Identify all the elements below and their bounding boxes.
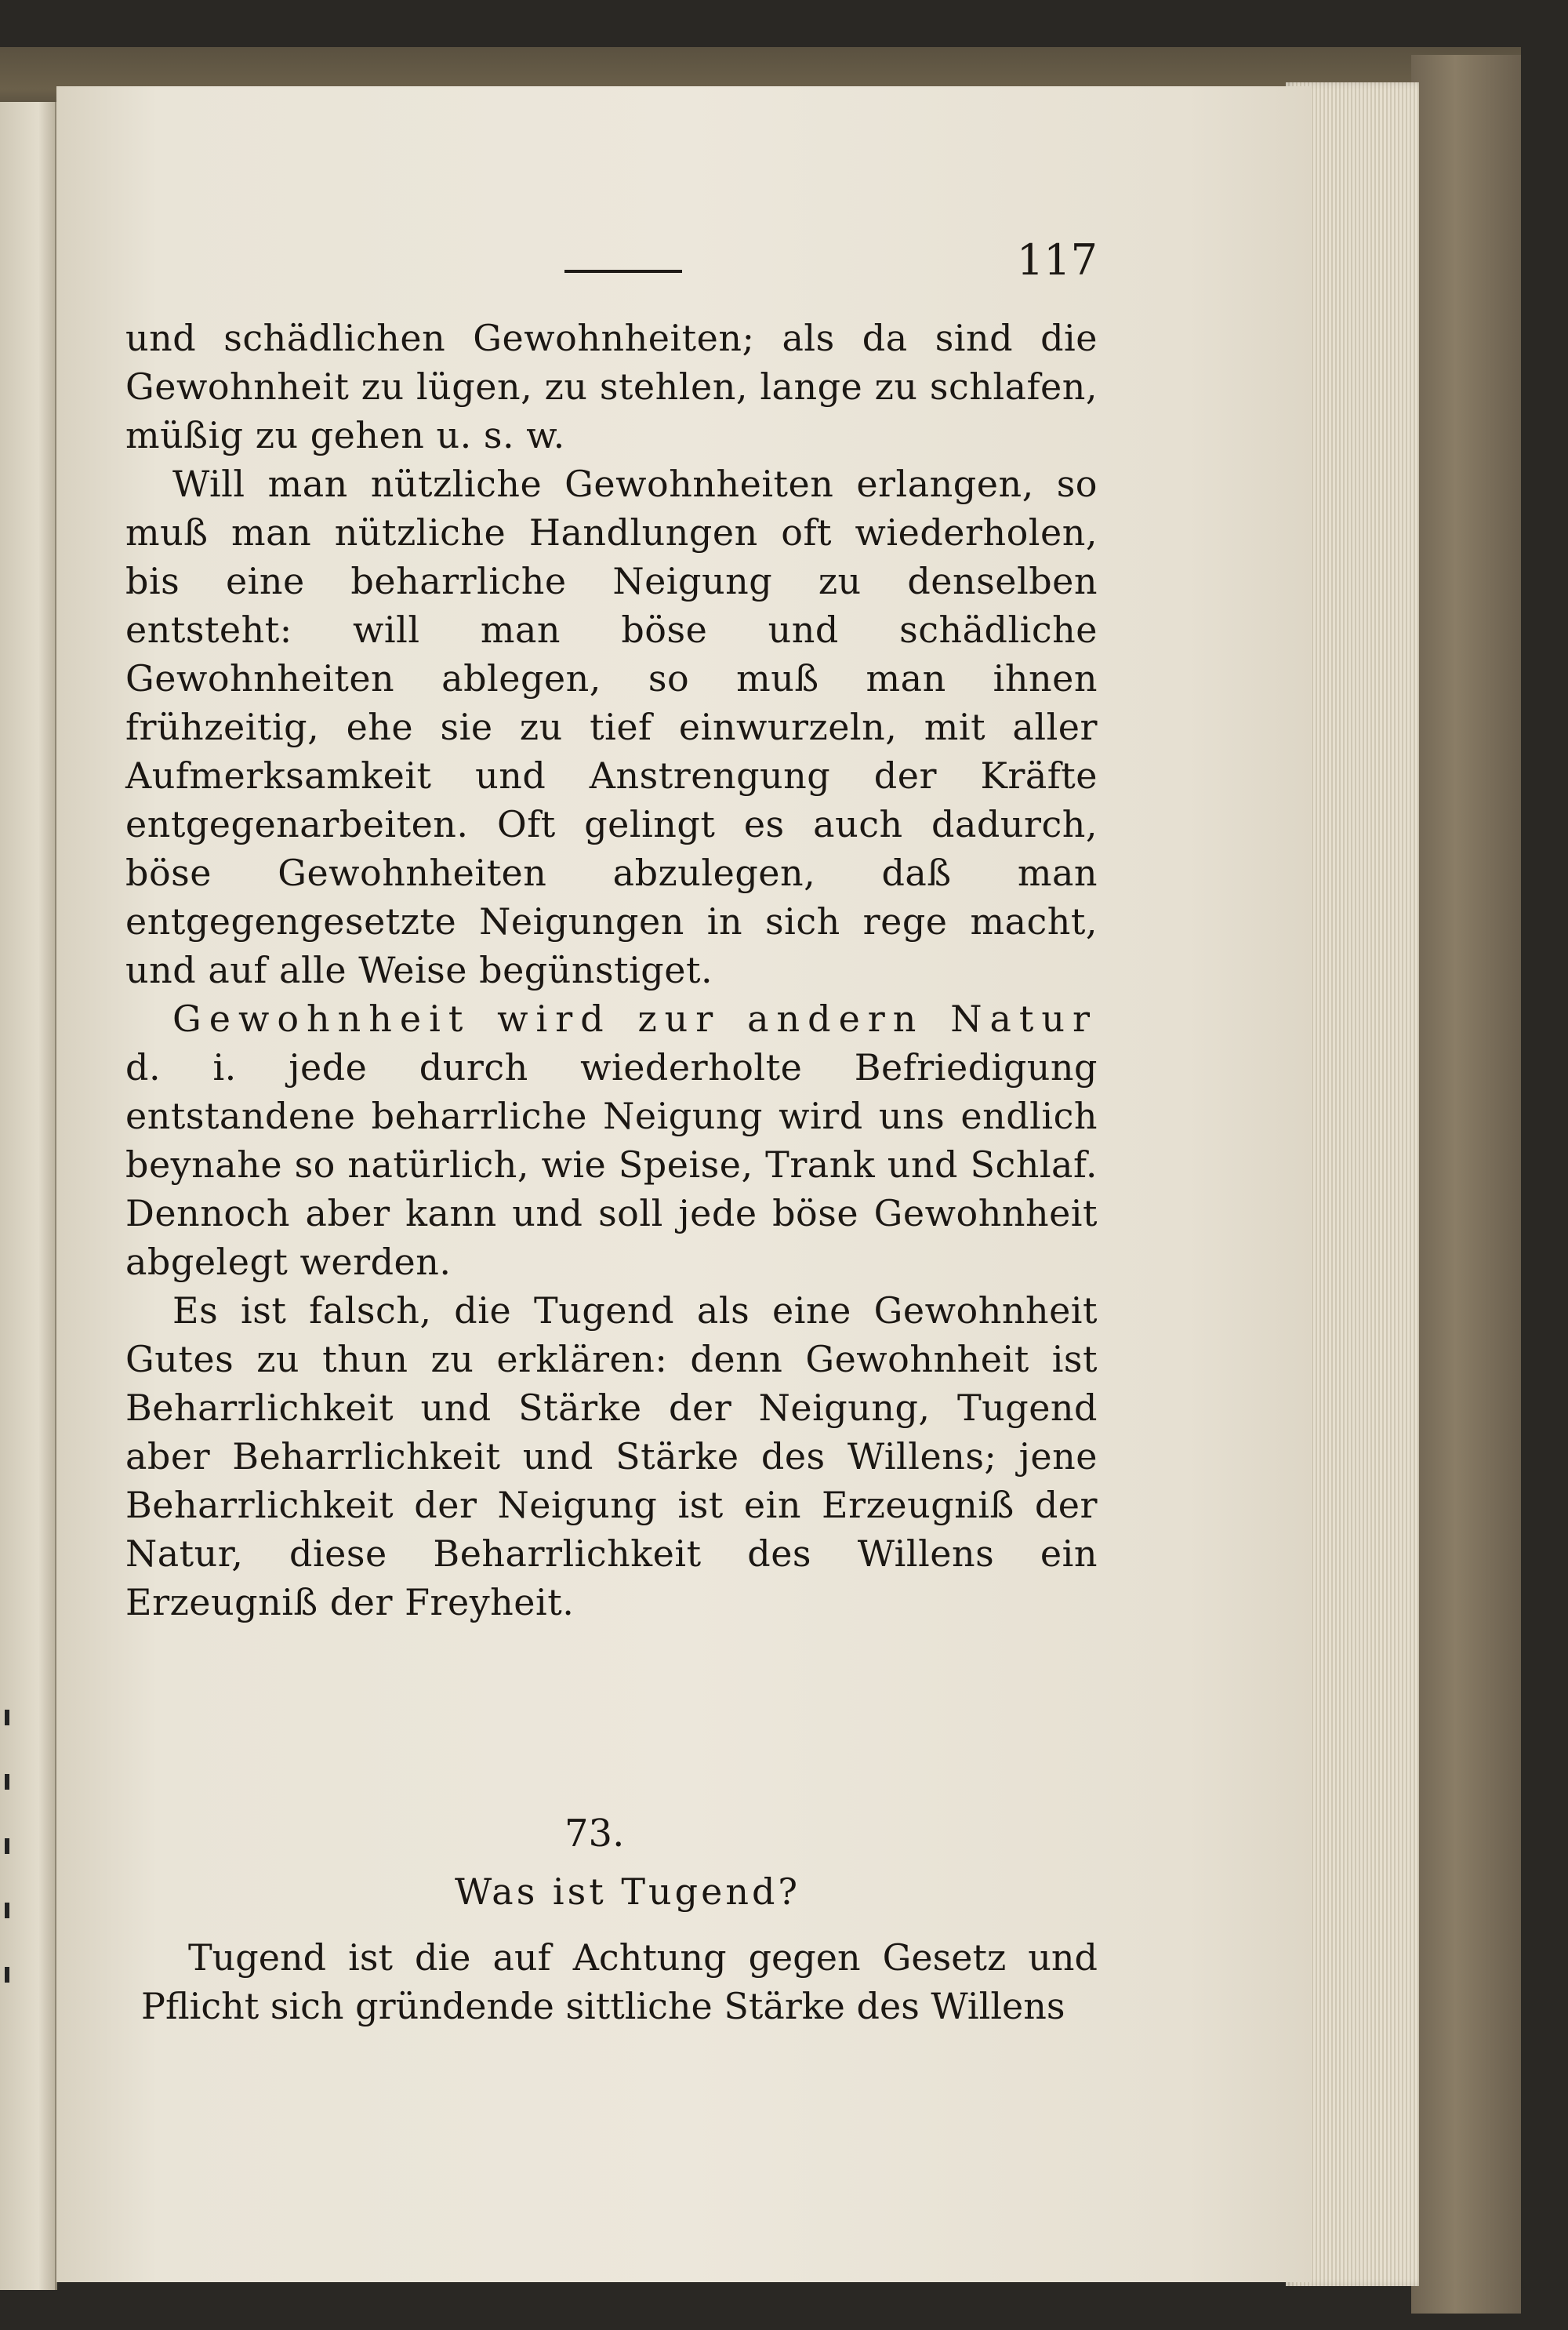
left-page-marks xyxy=(0,1710,16,2031)
section-number: 73. xyxy=(564,1812,625,1856)
paragraph-second-nature-rest: d. i. jede durch wiederholte Befriedigung entstandene beharrliche Neigung wird uns endlich beynahe so natürlich, wie Speise, Trank und Schlaf. Dennoch aber kann und soll jede böse Gewohnheit abgelegt werden. xyxy=(125,1046,1098,1283)
header-rule xyxy=(564,270,682,273)
section-paragraph: Tugend ist die auf Achtung gegen Gesetz und Pflicht sich gründende sittliche Stärke des Willens xyxy=(141,1936,1098,2027)
paragraph-continued: und schädlichen Gewohnheiten; als da sind die Gewohnheit zu lügen, zu stehlen, lange zu schlafen, müßig zu gehen u. s. w. xyxy=(125,317,1098,456)
paragraph-virtue-definition: Es ist falsch, die Tugend als eine Gewohnheit Gutes zu thun zu erklären: denn Gewohnheit ist Beharrlichkeit und Stärke der Neigung, Tugend aber Beharrlichkeit und Stärke des Willens; jene Beharrlichkeit der Neigung ist ein Erzeugniß der Natur, diese Beharrlichkeit des Willens ein Erzeugniß der Freyheit. xyxy=(125,1289,1098,1623)
paragraph-habits: Will man nützliche Gewohnheiten erlangen, so muß man nützliche Handlungen oft wiederholen, bis eine beharrliche Neigung zu denselben entsteht: will man böse und schädliche Gewohnheiten ablegen, so muß man ihnen frühzeitig, ehe sie zu tief einwurzeln, mit aller Aufmerksamkeit und Anstrengung der Kräfte entgegenarbeiten. Oft gelingt es auch dadurch, böse Gewohnheiten abzulegen, daß man entgegengesetzte Neigungen in sich rege macht, und auf alle Weise begünstiget. xyxy=(125,463,1098,991)
body-text xyxy=(125,314,1098,1627)
page-number: 117 xyxy=(1016,235,1098,285)
page-header xyxy=(564,235,1098,298)
section-text xyxy=(141,1933,1098,2030)
emphasized-phrase: Gewohnheit wird zur andern Natur xyxy=(172,998,1098,1040)
book-cover-right xyxy=(1411,55,1521,2314)
section-title: Was ist Tugend? xyxy=(455,1870,801,1913)
paragraph-second-nature xyxy=(125,994,1098,1286)
